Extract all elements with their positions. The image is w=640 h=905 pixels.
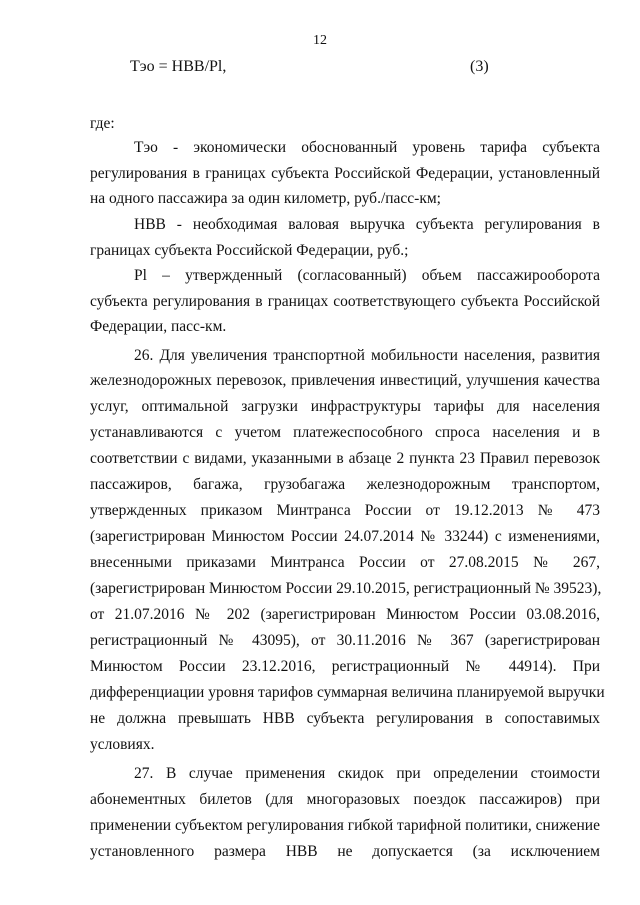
text-line: Минюстом России 23.12.2016, регистрационный № 44914). При	[90, 658, 600, 675]
text-line: установленного размера НВВ не допускается (за исключением	[90, 843, 600, 860]
text-line: дифференциации уровня тарифов суммарная величина планируемой выручки	[90, 684, 605, 701]
text-line: НВВ - необходимая валовая выручка субъекта регулирования в	[134, 216, 600, 233]
formula-number: (3)	[470, 58, 489, 75]
text-line: внесенными приказами Минтранса России от 27.08.2015 № 267,	[90, 554, 600, 571]
text-line: 26. Для увеличения транспортной мобильности населения, развития	[134, 347, 600, 364]
text-line: абонементных билетов (для многоразовых поездок пассажиров) при	[90, 791, 600, 808]
text-line: применении субъектом регулирования гибкой тарифной политики, снижение	[90, 817, 600, 834]
text-line: (зарегистрирован Минюстом России 24.07.2014 № 33244) с изменениями,	[90, 528, 600, 545]
text-line: Федерации, пасс-км.	[90, 318, 227, 335]
text-line: от 21.07.2016 № 202 (зарегистрирован Минюстом России 03.08.2016,	[90, 606, 600, 623]
text-line: границах субъекта Российской Федерации, руб.;	[90, 242, 409, 259]
formula-text: Тэо = НВВ/Pl,	[130, 58, 227, 75]
text-line: пассажиров, багажа, грузобагажа железнодорожным транспортом,	[90, 476, 600, 493]
text-line: услуг, оптимальной загрузки инфраструктуры тарифы для населения	[90, 398, 600, 415]
text-line: не должна превышать НВВ субъекта регулирования в сопоставимых	[90, 710, 600, 727]
text-line: (зарегистрирован Минюстом России 29.10.2015, регистрационный № 39523),	[90, 580, 602, 597]
page-number: 12	[313, 33, 327, 48]
text-line: субъекта регулирования в границах соответствующего субъекта Российской	[90, 293, 600, 310]
text-line: утвержденных приказом Минтранса России от 19.12.2013 № 473	[90, 502, 600, 519]
text-line: где:	[90, 115, 115, 132]
text-line: регистрационный № 43095), от 30.11.2016 № 367 (зарегистрирован	[90, 632, 600, 649]
text-line: Pl – утвержденный (согласованный) объем пассажирооборота	[134, 267, 600, 284]
text-line: Тэо - экономически обоснованный уровень тарифа субъекта	[134, 139, 600, 156]
text-line: железнодорожных перевозок, привлечения инвестиций, улучшения качества	[90, 372, 600, 389]
text-line: регулирования в границах субъекта Российской Федерации, установленный	[90, 165, 600, 182]
text-line: соответствии с видами, указанными в абзаце 2 пункта 23 Правил перевозок	[90, 450, 600, 467]
text-line: на одного пассажира за один километр, руб./пасс-км;	[90, 190, 441, 207]
text-line: 27. В случае применения скидок при определении стоимости	[134, 765, 600, 782]
text-line: условиях.	[90, 736, 155, 753]
text-line: устанавливаются с учетом платежеспособного спроса населения и в	[90, 424, 600, 441]
